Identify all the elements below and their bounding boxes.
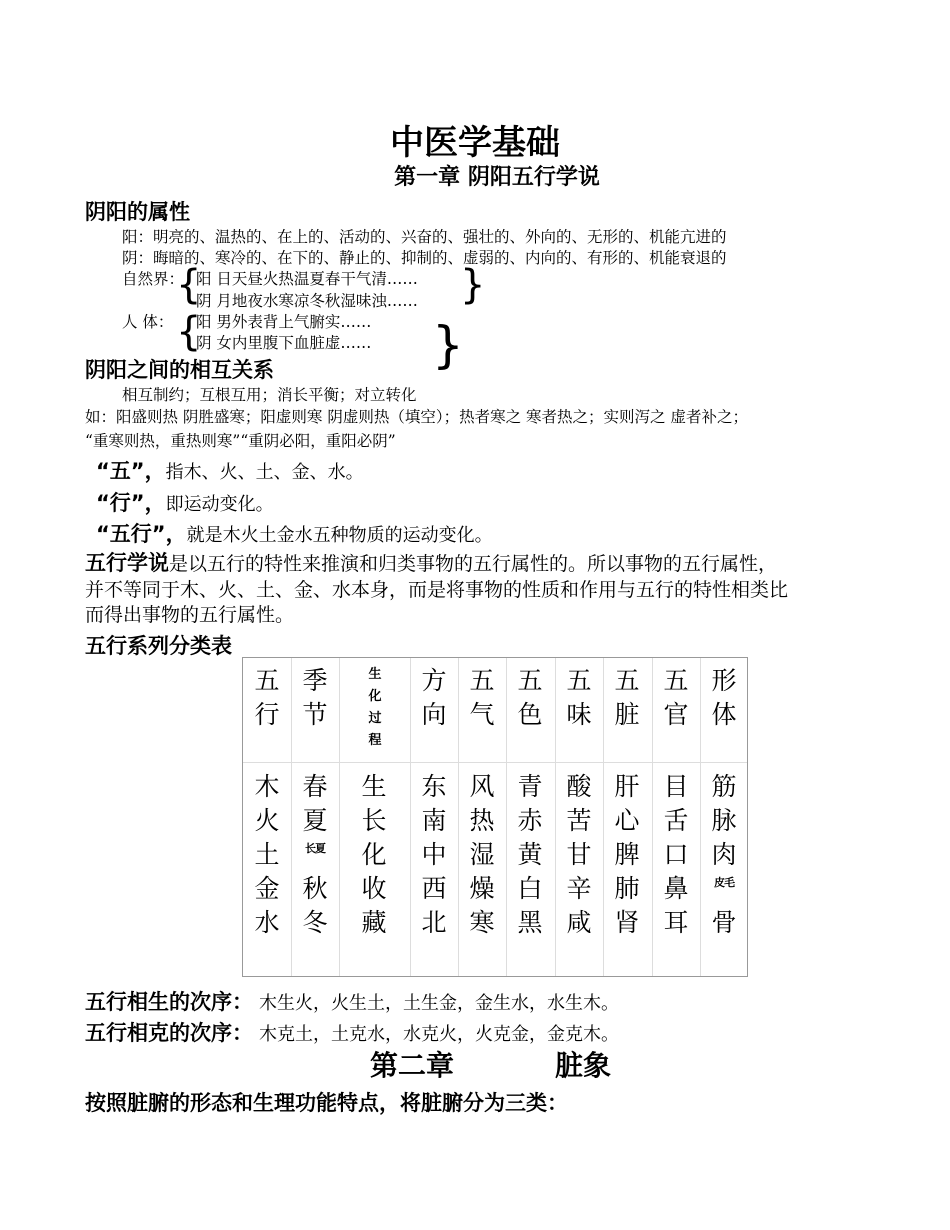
table-header-qi: 五 气 xyxy=(469,666,495,729)
table-cell: 鼻 xyxy=(663,874,689,903)
table-cell: 化 xyxy=(361,840,387,869)
table-cell: 黄 xyxy=(517,840,543,869)
table-cell: 长 xyxy=(361,806,387,835)
table-cell: 肉 xyxy=(711,840,737,869)
sheng-label: 五行相生的次序： xyxy=(85,990,253,1014)
table-col-wuxing xyxy=(243,770,291,940)
def-wu-text: 指木、火、土、金、水。 xyxy=(165,462,364,483)
table-cell: 土 xyxy=(254,840,280,869)
table-cell: 夏 xyxy=(302,806,328,835)
table-cell: 秋 xyxy=(302,874,328,903)
def-xing-term: “行”， xyxy=(96,491,166,515)
def-xing xyxy=(96,487,274,517)
table-cell: 目 xyxy=(663,772,689,801)
table-cell: 火 xyxy=(254,806,280,835)
table-col-organ xyxy=(603,770,651,940)
relations-heading: 阴阳之间的相互关系 xyxy=(85,358,274,382)
table-cell: 藏 xyxy=(361,908,387,937)
table-header-sense: 五 官 xyxy=(663,666,689,729)
body-yang: 阳 男外表背上气腑实…… xyxy=(196,313,372,331)
nature-yang: 阳 日天昼火热温夏春干气清…… xyxy=(196,270,418,288)
nature-left-brace: { xyxy=(176,262,202,308)
table-cell: 黑 xyxy=(517,908,543,937)
table-col-season xyxy=(291,770,339,940)
table-header-color: 五 色 xyxy=(517,666,543,729)
table-cell: 脾 xyxy=(614,840,640,869)
table-header-body: 形 体 xyxy=(711,666,737,729)
table-cell: 木 xyxy=(254,772,280,801)
table-cell: 燥 xyxy=(469,874,495,903)
nature-right-brace: } xyxy=(460,262,486,308)
table-cell: 肺 xyxy=(614,874,640,903)
table-col-taste xyxy=(555,770,603,940)
sheng-text: 木生火，火生土，土生金，金生水，水生木。 xyxy=(259,993,619,1014)
theory-line-3: 而得出事物的五行属性。 xyxy=(85,604,295,626)
yinyang-attr-heading: 阴阳的属性 xyxy=(85,200,190,224)
organ-classification-line: 按照脏腑的形态和生理功能特点，将脏腑分为三类： xyxy=(85,1091,568,1115)
table-cell: 中 xyxy=(421,840,447,869)
def-wu xyxy=(96,455,364,485)
table-col-body xyxy=(700,770,748,940)
body-right-brace: } xyxy=(432,316,464,374)
table-header-taste: 五 味 xyxy=(566,666,592,729)
table-cell: 肝 xyxy=(614,772,640,801)
table-cell: 热 xyxy=(469,806,495,835)
chapter-2-label: 第二章 xyxy=(370,1049,455,1082)
table-cell: 肾 xyxy=(614,908,640,937)
table-header-wuxing: 五 行 xyxy=(254,666,280,729)
table-cell: 寒 xyxy=(469,908,495,937)
ke-label: 五行相克的次序： xyxy=(85,1021,253,1045)
table-cell: 青 xyxy=(517,772,543,801)
nature-yin: 阴 月地夜水寒凉冬秋湿味浊…… xyxy=(196,292,418,310)
table-cell: 舌 xyxy=(663,806,689,835)
table-cell: 赤 xyxy=(517,806,543,835)
table-cell: 口 xyxy=(663,840,689,869)
table-header-process: 生 化 过 程 xyxy=(368,667,382,748)
table-cell: 春 xyxy=(302,772,328,801)
def-wu-term: “五”， xyxy=(96,459,166,483)
table-cell: 西 xyxy=(421,874,447,903)
table-col-direction xyxy=(410,770,458,940)
def-wuxing-term: “五行”， xyxy=(96,522,187,546)
table-cell: 脉 xyxy=(711,806,737,835)
table-col-color xyxy=(506,770,554,940)
theory-line-2: 并不等同于木、火、土、金、水本身，而是将事物的性质和作用与五行的特性相类比 xyxy=(85,579,789,601)
chapter-2-name: 脏象 xyxy=(555,1049,612,1082)
table-cell: 咸 xyxy=(566,908,592,937)
theory-term: 五行学说 xyxy=(85,551,169,575)
table-header-organ: 五 脏 xyxy=(614,666,640,729)
page-title: 中医学基础 xyxy=(390,123,560,163)
relations-line-2: 如：阳盛则热 阴胜盛寒；阳虚则寒 阴虚则热（填空）；热者寒之 寒者热之；实则泻之 虚者补之； xyxy=(85,408,748,426)
relations-line-1: 相互制约；互根互用；消长平衡；对立转化 xyxy=(122,386,417,404)
table-cell: 湿 xyxy=(469,840,495,869)
table-cell: 筋 xyxy=(711,772,737,801)
table-col-qi xyxy=(458,770,506,940)
table-cell-small: 长夏 xyxy=(305,842,325,855)
table-cell: 南 xyxy=(421,806,447,835)
table-cell: 生 xyxy=(361,772,387,801)
table-cell: 收 xyxy=(361,874,387,903)
table-cell: 金 xyxy=(254,874,280,903)
table-cell: 东 xyxy=(421,772,447,801)
table-cell: 骨 xyxy=(711,908,737,937)
chapter-1-title: 第一章 阴阳五行学说 xyxy=(394,165,600,190)
yang-attr-line: 阳：明亮的、温热的、在上的、活动的、兴奋的、强壮的、外向的、无形的、机能亢进的 xyxy=(122,228,727,246)
body-yin: 阴 女内里腹下血脏虚…… xyxy=(196,334,372,352)
table-cell: 甘 xyxy=(566,840,592,869)
table-cell: 酸 xyxy=(566,772,592,801)
table-cell: 冬 xyxy=(302,908,328,937)
table-cell-small: 皮毛 xyxy=(714,876,734,889)
table-header-direction: 方 向 xyxy=(421,666,447,729)
body-label: 人 体： xyxy=(122,313,174,331)
yin-attr-line: 阴：晦暗的、寒冷的、在下的、静止的、抑制的、虚弱的、内向的、有形的、机能衰退的 xyxy=(122,249,727,267)
body-left-brace: { xyxy=(176,309,202,355)
theory-line-1 xyxy=(85,551,777,577)
sheng-order xyxy=(85,986,619,1016)
table-cell: 北 xyxy=(421,908,447,937)
table-cell: 心 xyxy=(614,806,640,835)
table-heading: 五行系列分类表 xyxy=(85,634,232,658)
theory-text-1: 是以五行的特性来推演和归类事物的五行属性的。所以事物的五行属性， xyxy=(169,553,778,575)
nature-label: 自然界： xyxy=(122,270,185,288)
def-wuxing-text: 就是木火土金水五种物质的运动变化。 xyxy=(186,525,493,546)
table-col-sense xyxy=(652,770,700,940)
wuxing-table xyxy=(242,657,748,977)
table-cell: 辛 xyxy=(566,874,592,903)
table-col-process xyxy=(350,770,398,940)
table-cell: 水 xyxy=(254,908,280,937)
table-cell: 耳 xyxy=(663,908,689,937)
table-cell: 白 xyxy=(517,874,543,903)
table-cell: 苦 xyxy=(566,806,592,835)
table-header-season: 季 节 xyxy=(302,666,328,729)
def-xing-text: 即运动变化。 xyxy=(165,494,274,515)
relations-line-3: “重寒则热，重热则寒”“重阴必阳，重阳必阴” xyxy=(85,432,396,450)
ke-text: 木克土，土克水，水克火，火克金，金克木。 xyxy=(259,1024,619,1045)
def-wuxing xyxy=(96,518,493,548)
ke-order xyxy=(85,1017,619,1047)
table-cell: 风 xyxy=(469,772,495,801)
